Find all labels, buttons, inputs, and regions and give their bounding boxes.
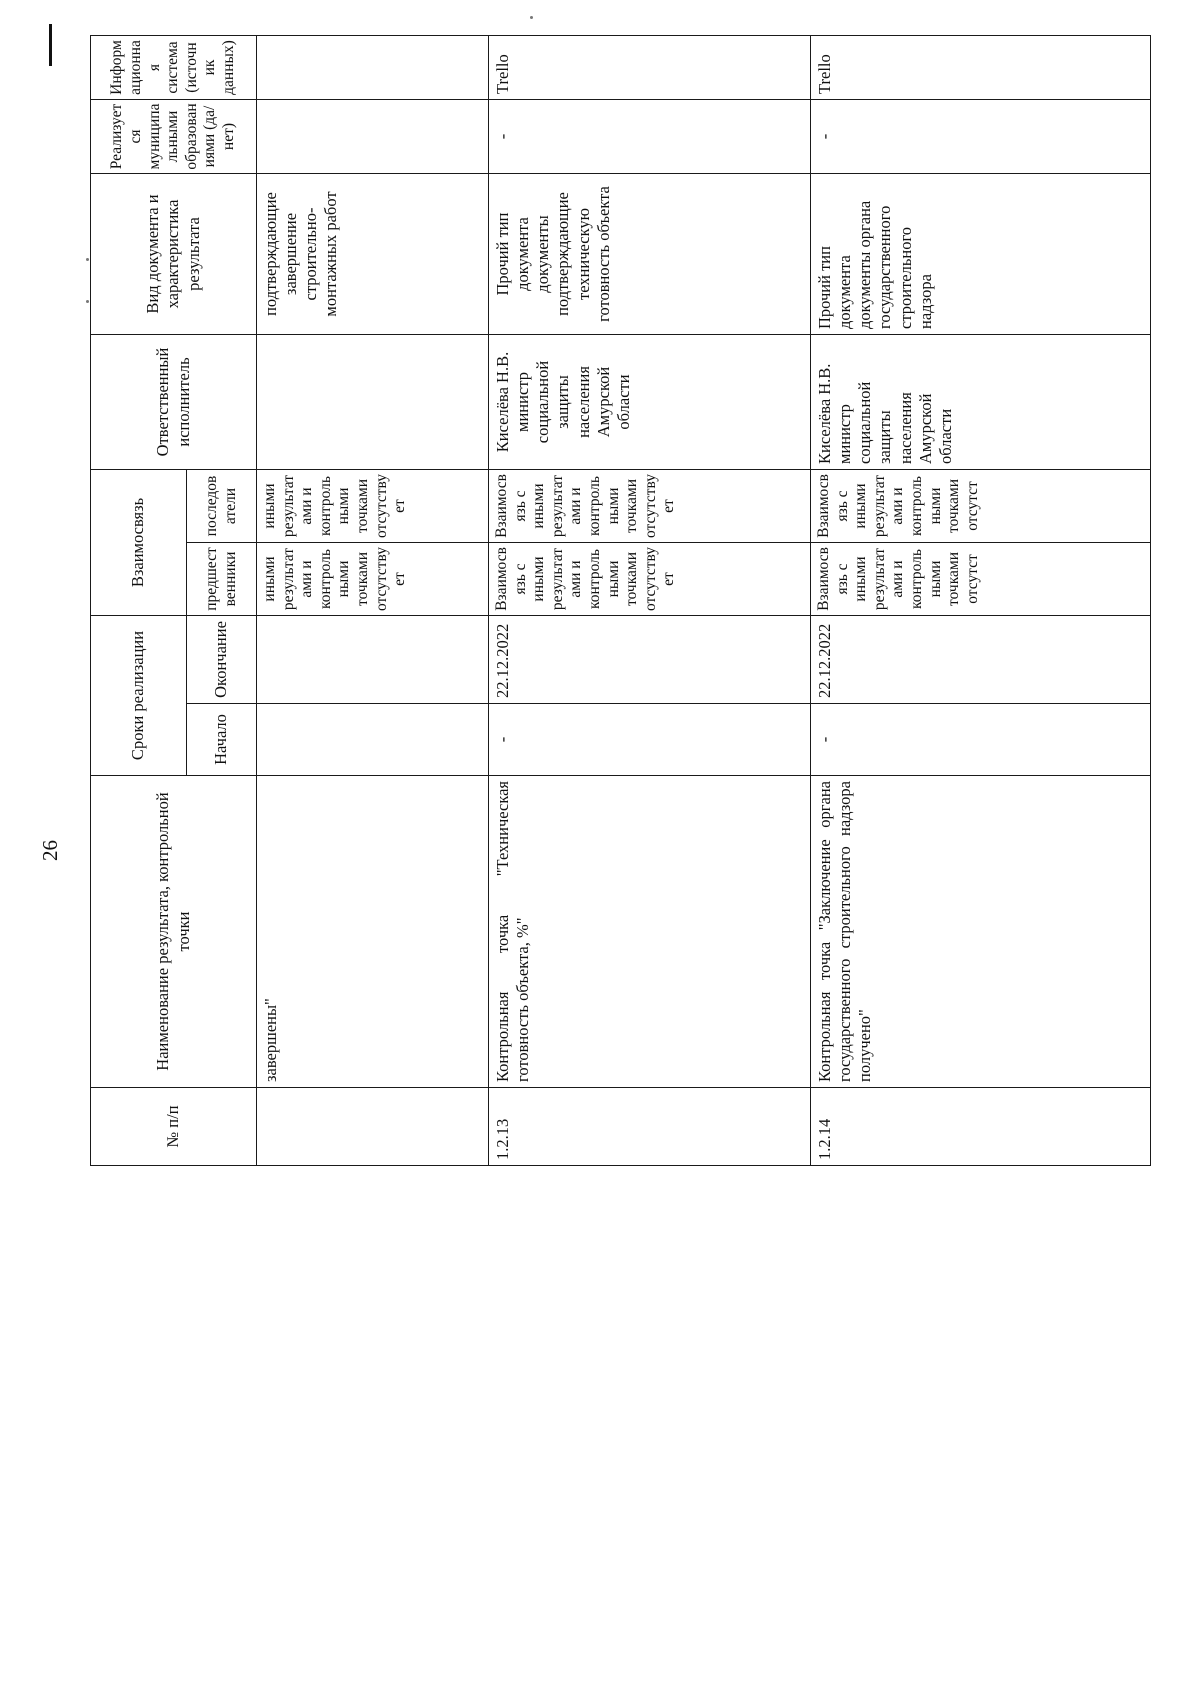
header-municipal: Реализуется муниципальными образованиями (да/нет) <box>91 100 257 174</box>
cell-predecessors: иными результатами и контрольными точками отсутствует <box>257 543 489 616</box>
cell-end <box>257 616 489 704</box>
header-info-system: Информационная система (источник данных) <box>91 36 257 100</box>
cell-responsible: Киселёва Н.В. министр социальной защиты населения Амурской области <box>811 335 1151 470</box>
header-terms: Сроки реализации <box>91 616 187 776</box>
cell-name: Контрольная точка "Техническая готовность объекта, %" <box>489 776 811 1088</box>
cell-document: Прочий тип документа документы подтверждающие техническую готовность объекта <box>489 174 811 335</box>
cell-start: - <box>489 704 811 776</box>
cell-start: - <box>811 704 1151 776</box>
cell-end: 22.12.2022 <box>489 616 811 704</box>
cell-responsible <box>257 335 489 470</box>
scan-speck <box>530 16 533 19</box>
page-number: 26 <box>38 840 62 861</box>
header-num: № п/п <box>91 1088 257 1166</box>
header-start: Начало <box>187 704 257 776</box>
header-predecessors: предшественники <box>187 543 257 616</box>
cell-end: 22.12.2022 <box>811 616 1151 704</box>
cell-municipal: - <box>489 100 811 174</box>
cell-document: Прочий тип документа документы органа государственного строительного надзора <box>811 174 1151 335</box>
cell-municipal <box>257 100 489 174</box>
cell-predecessors: Взаимосвязь с иными результатами и контрольными точками отсутст <box>811 543 1151 616</box>
cell-num: 1.2.13 <box>489 1088 811 1166</box>
header-document: Вид документа и характеристика результата <box>91 174 257 335</box>
cell-successors: Взаимосвязь с иными результатами и контрольными точками отсутствует <box>489 470 811 543</box>
header-links: Взаимосвязь <box>91 470 187 616</box>
cell-document: подтверждающие завершение строительно-монтажных работ <box>257 174 489 335</box>
cell-municipal: - <box>811 100 1151 174</box>
header-end: Окончание <box>187 616 257 704</box>
table-row <box>257 36 489 1166</box>
cell-successors: Взаимосвязь с иными результатами и контрольными точками отсутст <box>811 470 1151 543</box>
cell-name: Контрольная точка "Заключение органа государственного строительного надзора получено" <box>811 776 1151 1088</box>
scan-speck <box>86 258 89 261</box>
cell-info-system <box>257 36 489 100</box>
cell-successors: иными результатами и контрольными точками отсутствует <box>257 470 489 543</box>
table-row <box>489 36 811 1166</box>
header-successors: последователи <box>187 470 257 543</box>
header-name: Наименование результата, контрольной точки <box>91 776 257 1088</box>
cell-name: завершены" <box>257 776 489 1088</box>
margin-mark <box>49 24 52 66</box>
cell-num: 1.2.14 <box>811 1088 1151 1166</box>
rotated-table-container <box>90 36 1150 1166</box>
results-table <box>90 35 1151 1166</box>
cell-start <box>257 704 489 776</box>
cell-info-system: Trello <box>811 36 1151 100</box>
table-row <box>811 36 1151 1166</box>
cell-info-system: Trello <box>489 36 811 100</box>
cell-predecessors: Взаимосвязь с иными результатами и контрольными точками отсутствует <box>489 543 811 616</box>
scan-speck <box>86 300 89 303</box>
cell-responsible: Киселёва Н.В. министр социальной защиты населения Амурской области <box>489 335 811 470</box>
cell-num <box>257 1088 489 1166</box>
header-responsible: Ответственный исполнитель <box>91 335 257 470</box>
